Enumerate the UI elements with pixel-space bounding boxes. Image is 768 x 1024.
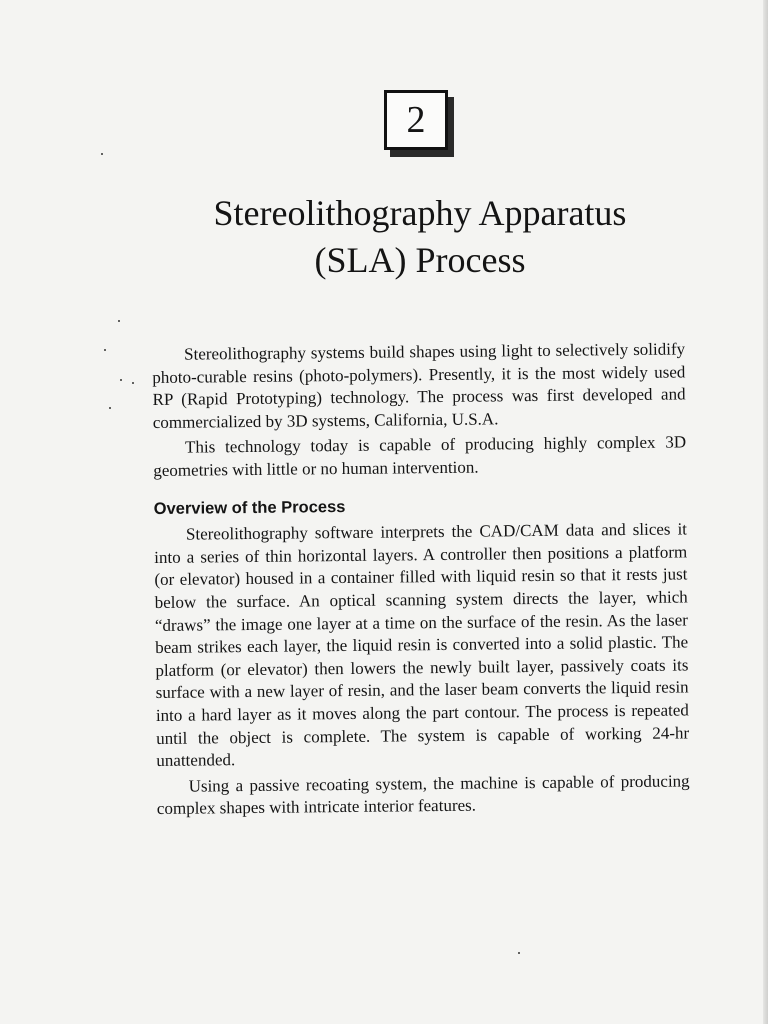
chapter-title: [140, 190, 700, 284]
overview-paragraph-2: Using a passive recoating system, the machine is capable of producing complex shapes with intricate interior features.: [156, 771, 690, 819]
page-edge: [763, 0, 768, 1024]
chapter-title-line-1: Stereolithography Apparatus: [213, 193, 627, 233]
intro-paragraph-2: This technology today is capable of producing highly complex 3D geometries with little or no human intervention.: [153, 432, 687, 480]
overview-paragraph-1: Stereolithography software interprets the CAD/CAM data and slices it into a series of thin horizontal layers. A controller then positions a platform (or elevator) housed in a container filled with liquid resin so that it rests just below the surface. An optical scanning system directs the layer, which “draws” the image one layer at a time on the surface of the resin. As the laser beam strikes each layer, the liquid resin is converted into a solid plastic. The platform (or elevator) then lowers the newly built layer, passively coats its surface with a new layer of resin, and the laser beam converts the liquid resin into a hard layer as it moves along the part contour. The process is repeated until the object is complete. The system is capable of working 24-hr unattended.: [154, 519, 690, 771]
section-heading: Overview of the Process: [153, 497, 346, 518]
chapter-number: 2: [406, 99, 426, 141]
intro-paragraph-1: Stereolithography systems build shapes using light to selectively solidify photo-curable resins (photo-polymers). Presently, it is the most widely used RP (Rapid Prototyping) technology. The process was first developed and commercialized by 3D systems, California, U.S.A.: [152, 339, 686, 432]
chapter-body: [152, 338, 690, 820]
chapter-title-line-2: (SLA) Process: [314, 240, 526, 280]
chapter-number-box: [384, 90, 448, 150]
